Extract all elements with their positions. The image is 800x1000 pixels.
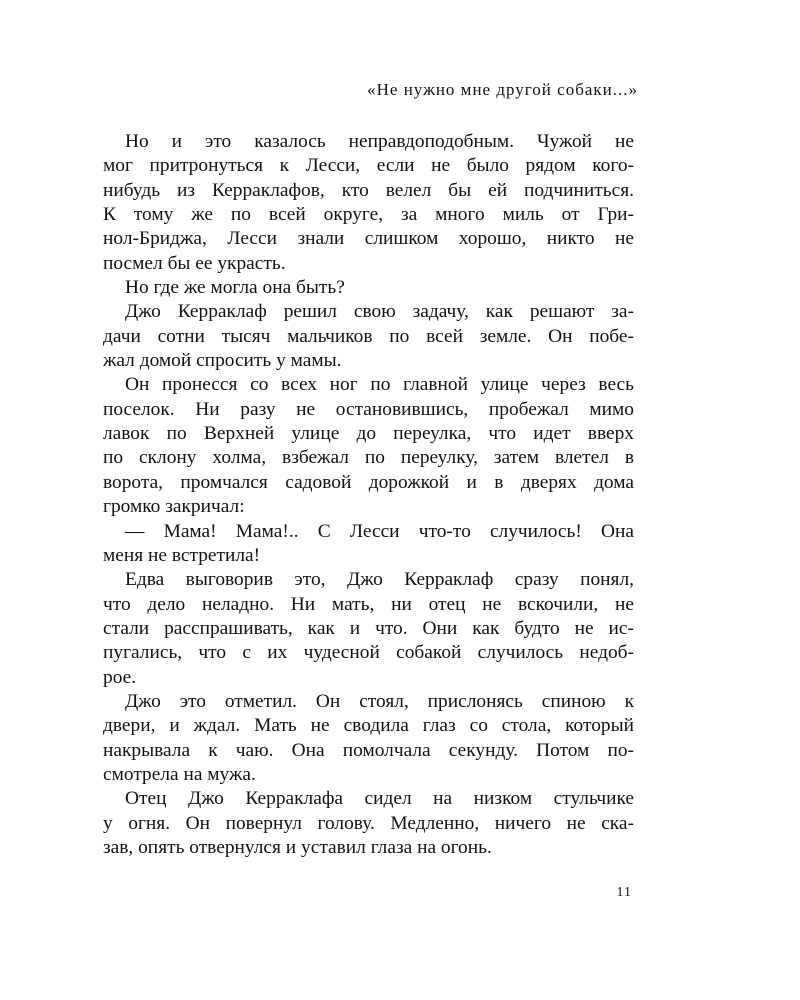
text-line: мог притронуться к Лесси, если не было рядом кого- [103,155,634,177]
text-line: пугались, что с их чудесной собакой случилось недоб- [103,642,634,664]
paragraph [103,373,634,519]
text-line: рое. [103,666,137,688]
text-line: меня не встретила! [103,544,261,566]
paragraph [103,568,634,690]
text-line: К тому же по всей округе, за много миль от Гри- [103,204,634,226]
text-line: Но где же могла она быть? [125,277,345,299]
text-line: поселок. Ни разу не остановившись, пробежал мимо [103,398,634,420]
text-line: нол-Бриджа, Лесси знали слишком хорошо, никто не [103,228,634,250]
running-head: «Не нужно мне другой собаки...» [367,80,638,99]
text-line: — Мама! Мама!.. С Лесси что-то случилось! Она [125,520,634,542]
paragraph [103,130,634,276]
text-line: стали расспрашивать, как и что. Они как будто не ис- [103,617,634,639]
text-line: смотрела на мужа. [103,763,256,785]
paragraph [103,520,634,569]
text-line: у огня. Он повернул голову. Медленно, ничего не ска- [103,812,634,834]
body-text [103,130,634,860]
paragraph [103,276,634,300]
text-line: двери, и ждал. Мать не сводила глаз со стола, который [103,715,634,737]
text-line: зав, опять отвернулся и уставил глаза на огонь. [103,836,492,858]
text-line: Отец Джо Керраклафа сидел на низком стульчике [125,788,634,810]
text-line: нибудь из Керраклафов, кто велел бы ей подчиниться. [103,179,634,201]
text-line: Едва выговорив это, Джо Керраклаф сразу понял, [125,569,634,591]
paragraph [103,300,634,373]
text-line: ворота, промчался садовой дорожкой и в дверях дома [103,471,634,493]
text-line: по склону холма, взбежал по переулку, затем влетел в [103,447,634,469]
text-line: Он пронесся со всех ног по главной улице через весь [125,374,634,396]
paragraph [103,690,634,787]
text-line: жал домой спросить у мамы. [103,350,342,372]
text-line: лавок по Верхней улице до переулка, что идет вверх [103,423,634,445]
text-line: Джо это отметил. Он стоял, прислонясь спиною к [125,690,634,712]
text-line: Но и это казалось неправдоподобным. Чужой не [125,131,634,152]
text-line: что дело неладно. Ни мать, ни отец не вскочили, не [103,593,634,615]
page-number: 11 [616,885,632,900]
text-line: Джо Керраклаф решил свою задачу, как решают за- [125,301,634,323]
text-line: громко закричал: [103,496,245,518]
text-line: посмел бы ее украсть. [103,252,286,274]
text-line: накрывала к чаю. Она помолчала секунду. Потом по- [103,739,634,761]
text-line: дачи сотни тысяч мальчиков по всей земле. Он побе- [103,325,634,347]
paragraph [103,787,634,860]
